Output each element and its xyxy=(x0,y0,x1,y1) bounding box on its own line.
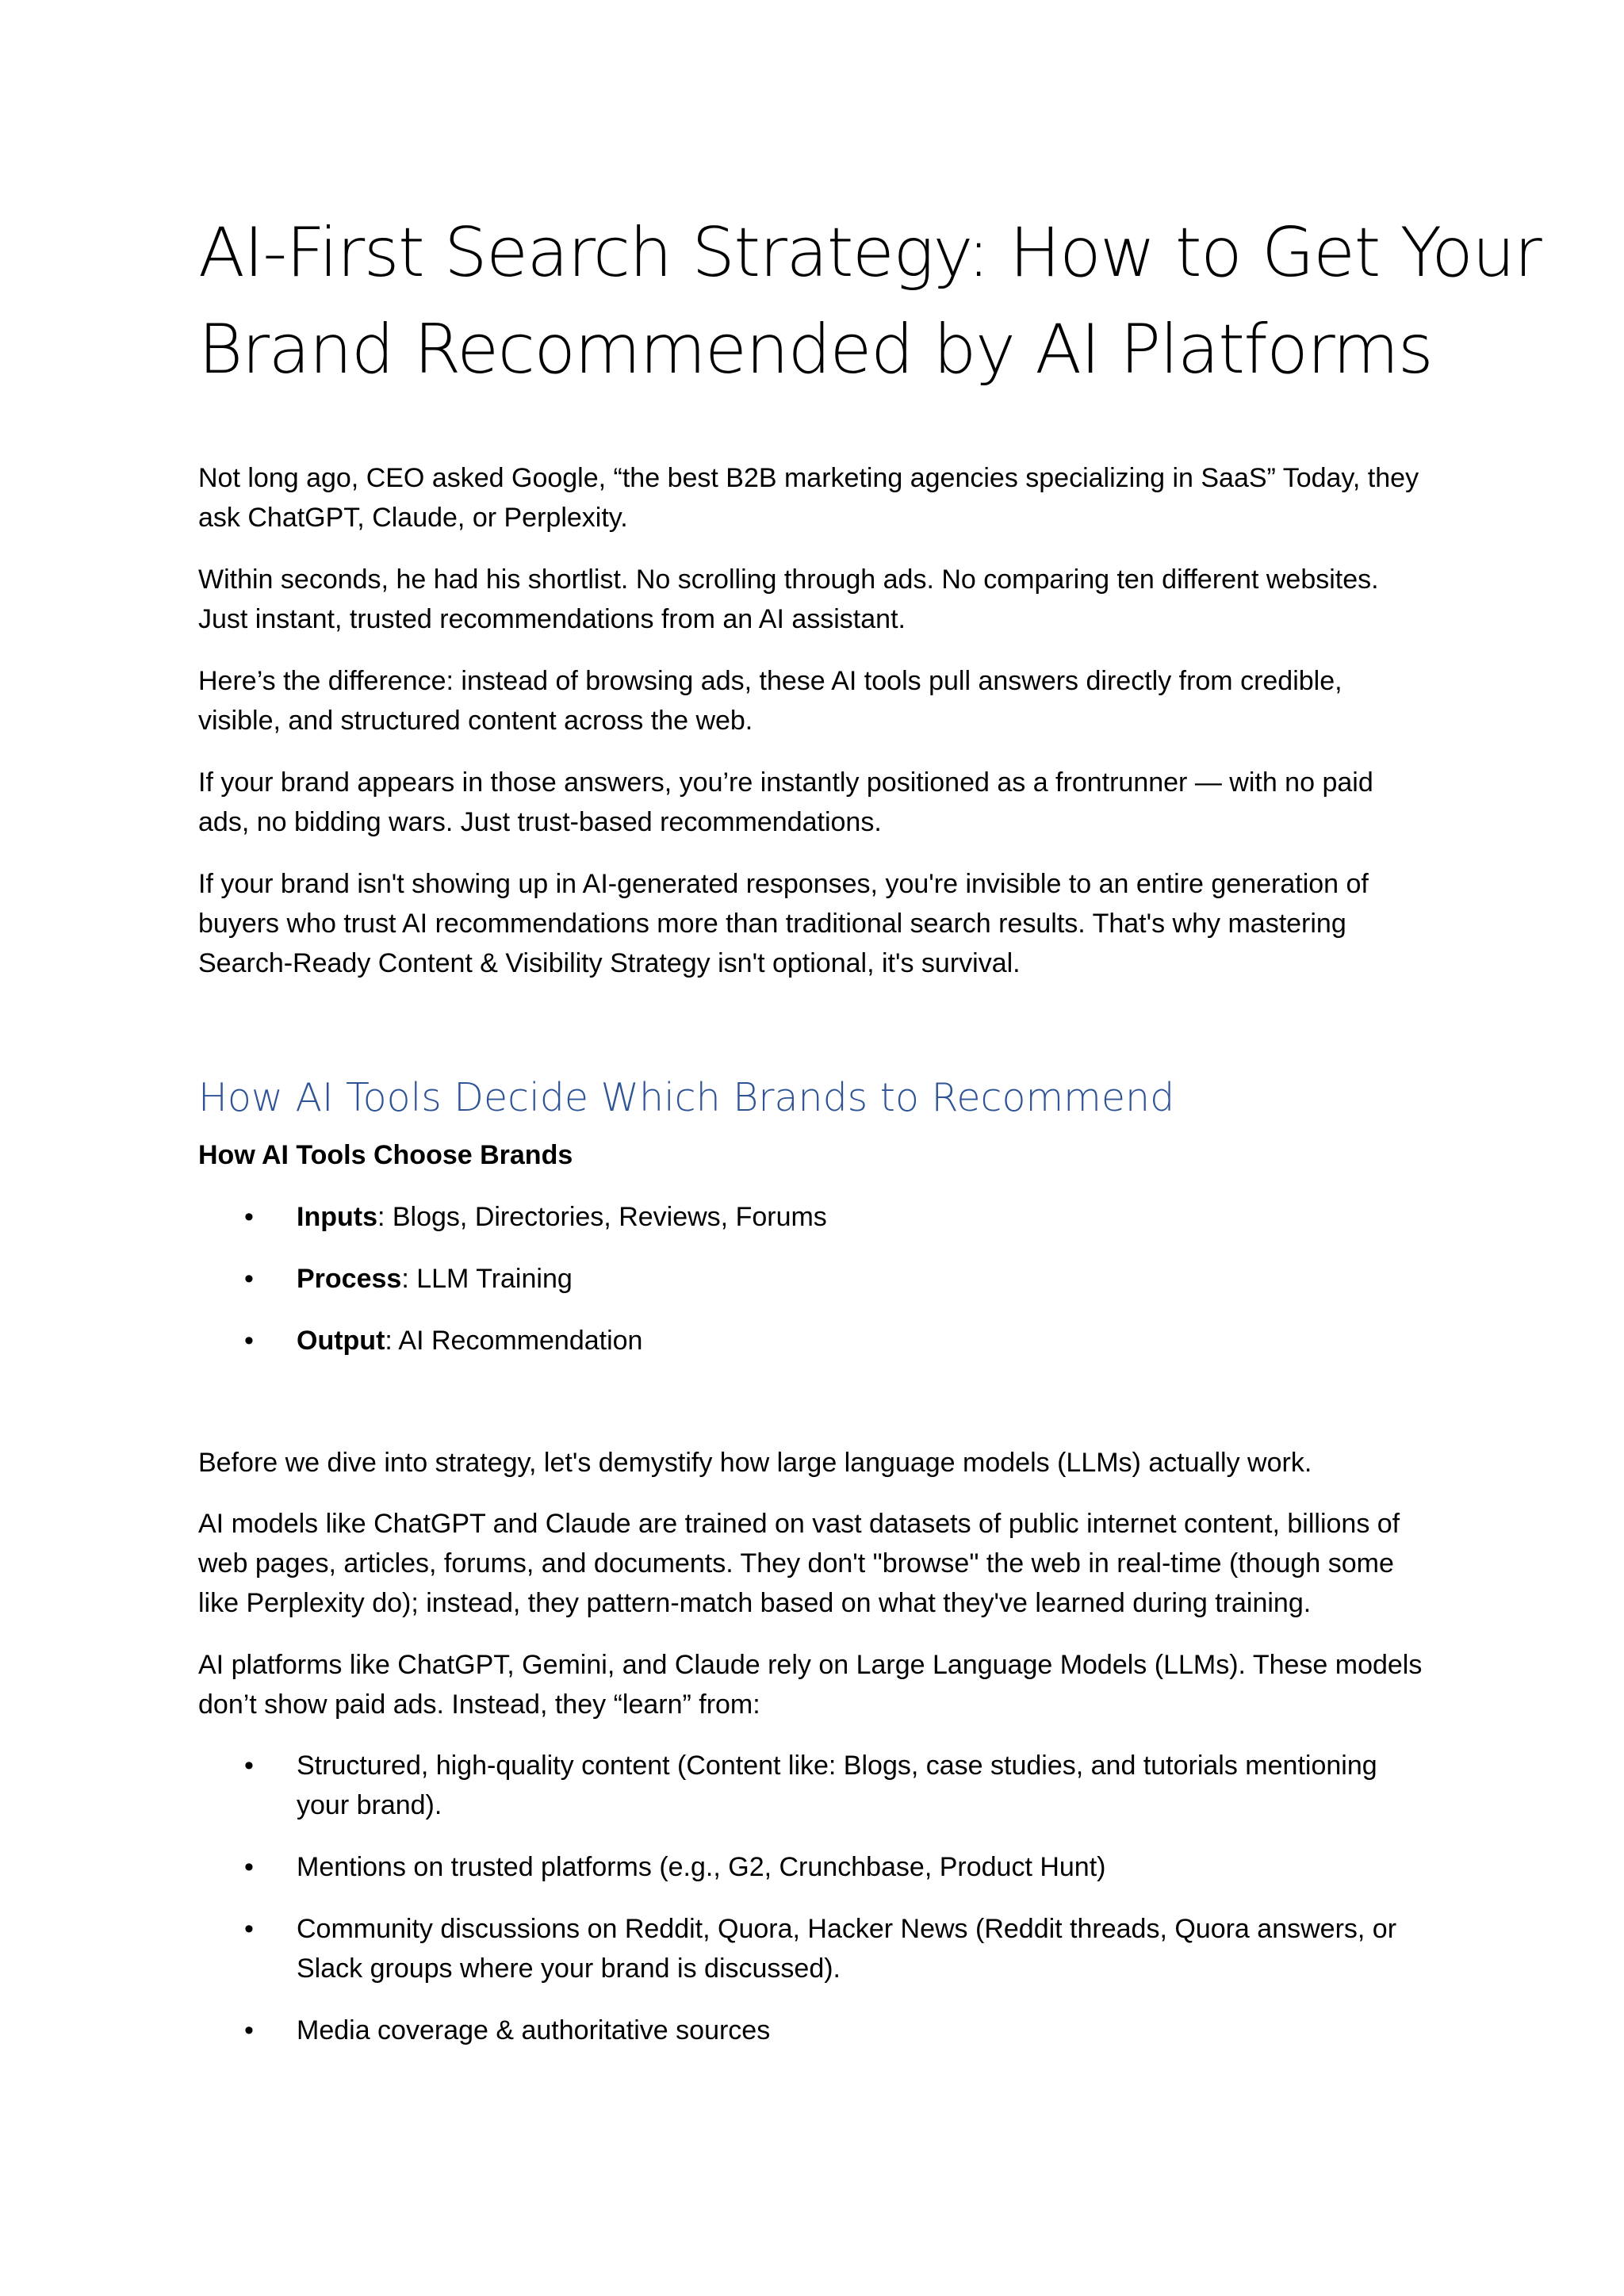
text-line: AI platforms like ChatGPT, Gemini, and Claude rely on Large Language Models (LLMs). These models xyxy=(198,1650,1423,1680)
text-line: Structured, high-quality content (Content like: Blogs, case studies, and tutorials mentioning xyxy=(297,1751,1377,1781)
bullet-icon: • xyxy=(244,1914,254,1944)
list-item-desc: : Blogs, Directories, Reviews, Forums xyxy=(377,1202,827,1232)
intro-paragraph xyxy=(198,661,1467,740)
text-line: don’t show paid ads. Instead, they “learn” from: xyxy=(198,1689,760,1720)
title-line: AI-First Search Strategy: How to Get Your xyxy=(198,213,1542,293)
text-line: Just instant, trusted recommendations from an AI assistant. xyxy=(198,604,906,634)
list-item-term: Process xyxy=(297,1264,402,1294)
bullet-icon: • xyxy=(244,2015,254,2045)
body-paragraph xyxy=(198,1504,1467,1623)
text-line: AI models like ChatGPT and Claude are trained on vast datasets of public internet content, billions of xyxy=(198,1509,1400,1539)
document-title xyxy=(198,205,1542,398)
section-heading: How AI Tools Decide Which Brands to Recommend xyxy=(198,1075,1175,1120)
list-item xyxy=(198,1746,1467,1825)
intro-paragraph xyxy=(198,458,1467,538)
list-item-term: Output xyxy=(297,1326,385,1356)
list-item-desc: : LLM Training xyxy=(401,1264,573,1294)
text-line: ask ChatGPT, Claude, or Perplexity. xyxy=(198,503,628,533)
list-item xyxy=(198,1259,1467,1299)
intro-paragraph xyxy=(198,763,1467,842)
text-line: Slack groups where your brand is discussed). xyxy=(297,1954,841,1984)
sources-list xyxy=(198,1746,1467,2050)
text-line: Here’s the difference: instead of browsing ads, these AI tools pull answers directly from credible, xyxy=(198,666,1342,696)
text-line: your brand). xyxy=(297,1790,442,1820)
list-item xyxy=(198,2011,1467,2050)
text-line: Community discussions on Reddit, Quora, Hacker News (Reddit threads, Quora answers, or xyxy=(297,1914,1397,1944)
text-line: web pages, articles, forums, and documents. They don't "browse" the web in real-time (though some xyxy=(198,1548,1394,1578)
section-subheading: How AI Tools Choose Brands xyxy=(198,1140,573,1170)
text-line: Mentions on trusted platforms (e.g., G2, Crunchbase, Product Hunt) xyxy=(297,1852,1106,1882)
bullet-icon: • xyxy=(244,1202,254,1232)
text-line: buyers who trust AI recommendations more than traditional search results. That's why mastering xyxy=(198,909,1346,939)
text-line: Search-Ready Content & Visibility Strategy isn't optional, it's survival. xyxy=(198,948,1021,978)
text-line: Not long ago, CEO asked Google, “the best B2B marketing agencies specializing in SaaS” Today, they xyxy=(198,463,1419,493)
bullet-icon: • xyxy=(244,1751,254,1781)
bullet-icon: • xyxy=(244,1326,254,1356)
list-item xyxy=(198,1909,1467,1988)
list-item xyxy=(198,1321,1467,1360)
intro-paragraph xyxy=(198,864,1467,983)
bullet-icon: • xyxy=(244,1852,254,1882)
text-line: like Perplexity do); instead, they pattern-match based on what they've learned during training. xyxy=(198,1588,1312,1618)
list-item xyxy=(198,1197,1467,1237)
title-line: Brand Recommended by AI Platforms xyxy=(198,310,1433,389)
text-line: visible, and structured content across the web. xyxy=(198,706,753,736)
body-paragraph xyxy=(198,1443,1467,1483)
text-line: If your brand appears in those answers, you’re instantly positioned as a frontrunner — with no paid xyxy=(198,767,1373,798)
text-line: Media coverage & authoritative sources xyxy=(297,2015,771,2045)
list-item-desc: : AI Recommendation xyxy=(385,1326,643,1356)
bullet-icon: • xyxy=(244,1264,254,1294)
list-item-term: Inputs xyxy=(297,1202,377,1232)
list-item xyxy=(198,1847,1467,1887)
body-paragraph xyxy=(198,1645,1467,1724)
intro-paragraph xyxy=(198,560,1467,639)
process-list xyxy=(198,1197,1467,1360)
text-line: If your brand isn't showing up in AI-generated responses, you're invisible to an entire generation of xyxy=(198,869,1369,899)
text-line: Before we dive into strategy, let's demystify how large language models (LLMs) actually work. xyxy=(198,1448,1312,1478)
text-line: ads, no bidding wars. Just trust-based recommendations. xyxy=(198,807,882,837)
text-line: Within seconds, he had his shortlist. No scrolling through ads. No comparing ten different websites. xyxy=(198,564,1379,595)
